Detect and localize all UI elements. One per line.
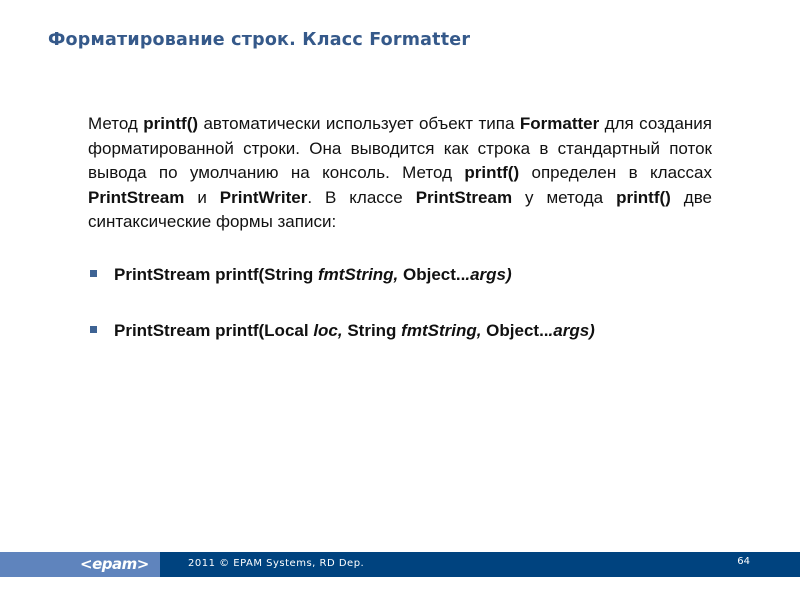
signature-text: PrintStream printf(String (114, 265, 319, 284)
footer-bar (0, 552, 800, 577)
parameter-name: fmtString, (401, 321, 482, 340)
code-term: printf() (616, 187, 671, 207)
paragraph-text: Метод (88, 114, 144, 133)
bullet-list (88, 263, 728, 375)
page-number: 64 (737, 556, 750, 567)
code-term: PrintStream (88, 187, 185, 207)
code-term: printf() (143, 114, 199, 133)
bullet-square-icon (90, 326, 97, 333)
copyright-text: 2011 © EPAM Systems, RD Dep. (188, 558, 365, 569)
signature-text: Object.. (481, 321, 549, 340)
footer-main-segment (160, 552, 800, 577)
bullet-item (88, 263, 728, 319)
code-term: Formatter (519, 114, 600, 133)
parameter-name: fmtString, (318, 265, 399, 284)
signature-text: PrintStream printf(Local (114, 321, 314, 340)
slide-title: Форматирование строк. Класс Formatter (48, 30, 471, 50)
paragraph-text: . В классе (307, 187, 416, 207)
parameter-name: .args) (548, 321, 595, 340)
paragraph-text: и (184, 187, 220, 207)
footer-logo-segment (0, 552, 160, 577)
bullet-item (88, 319, 728, 375)
bullet-square-icon (90, 270, 97, 277)
code-term: printf() (464, 163, 520, 182)
code-term: PrintStream (415, 187, 513, 207)
paragraph-text: автоматически использует объект типа (198, 114, 520, 133)
parameter-name: .args) (465, 265, 512, 284)
paragraph-text: у метода (512, 187, 617, 207)
signature-text: Object.. (398, 265, 466, 284)
paragraph-text: определен в классах (519, 163, 712, 182)
signature-text: String (342, 321, 402, 340)
parameter-name: loc, (313, 321, 343, 340)
paragraph-text: для создания форматированной строки. Она выводится как строка в стандартный поток вывода по умолчанию на консоль. Метод (88, 114, 712, 182)
paragraph-text: две синтаксические формы записи: (88, 187, 712, 231)
epam-logo: <epam> (80, 555, 149, 573)
code-term: PrintWriter (219, 187, 308, 207)
body-paragraph (88, 112, 712, 235)
